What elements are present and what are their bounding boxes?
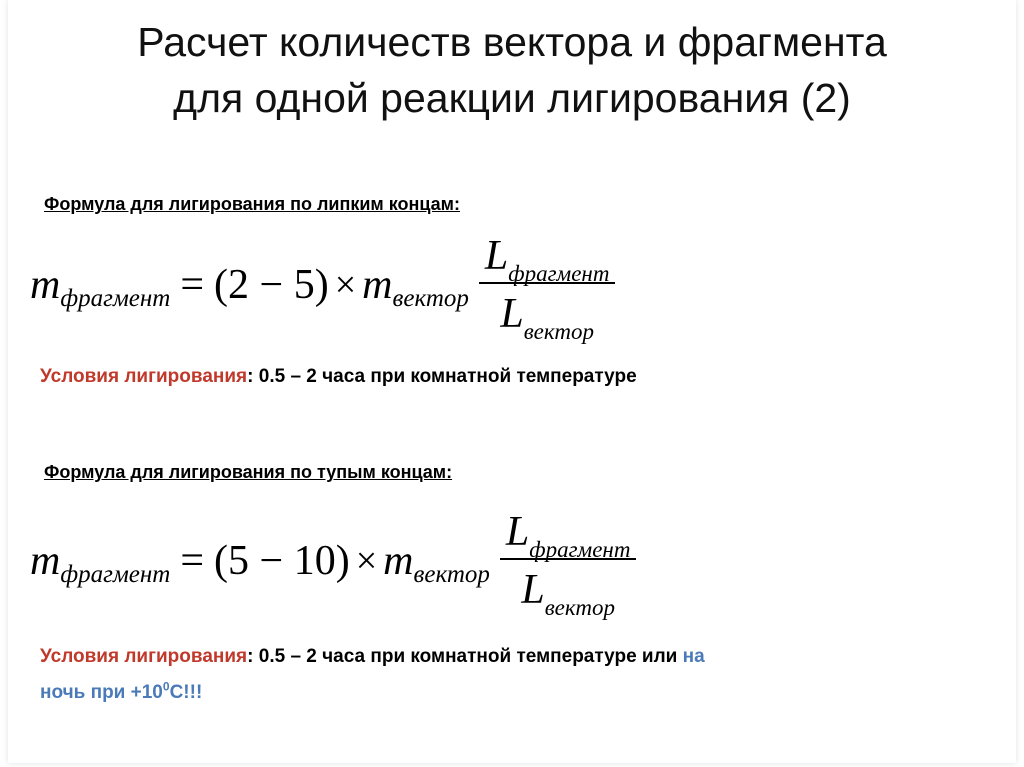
formula-times: × <box>334 264 357 306</box>
slide-title-line1: Расчет количеств вектора и фрагмента <box>137 19 887 65</box>
blunt-ends-conditions <box>40 642 940 708</box>
sticky-ends-heading: Формула для лигирования по липким концам: <box>44 194 460 214</box>
formula-L: L <box>484 233 509 279</box>
formula-times: × <box>355 540 378 582</box>
formula-sub-vector: вектор <box>413 561 490 588</box>
formula-sub-fragment: фрагмент <box>529 537 631 562</box>
formula-m: m <box>30 538 61 584</box>
conditions-highlight: на <box>682 646 705 667</box>
sticky-ends-formula <box>30 232 615 344</box>
formula-sub-vector: вектор <box>544 595 615 620</box>
conditions-text: : 0.5 – 2 часа при комнатной температуре <box>247 366 637 387</box>
formula-m-vector: m <box>383 538 414 584</box>
fraction-denominator <box>515 566 621 620</box>
fraction-numerator <box>500 508 637 562</box>
conditions-highlight-end: С!!! <box>169 682 203 704</box>
formula-sub-vector: вектор <box>392 285 469 312</box>
formula-range: (5 − 10) <box>214 538 350 584</box>
formula-sub-fragment: фрагмент <box>508 261 610 286</box>
fraction-denominator <box>494 290 600 344</box>
formula-m: m <box>30 262 61 308</box>
conditions-label: Условия лигирования <box>40 646 248 667</box>
fraction-numerator <box>479 232 616 286</box>
formula-fraction <box>479 232 616 344</box>
formula-fraction <box>500 508 637 620</box>
slide-title <box>0 14 1024 126</box>
blunt-ends-formula <box>30 508 636 620</box>
formula-equals: = <box>180 262 205 308</box>
formula-sub-fragment: фрагмент <box>60 561 171 588</box>
formula-m-vector: m <box>362 262 393 308</box>
formula-sub-fragment: фрагмент <box>60 285 171 312</box>
formula-range: (2 − 5) <box>214 262 329 308</box>
formula-L: L <box>505 509 530 555</box>
slide-title-line2: для одной реакции лигирования (2) <box>173 75 851 121</box>
conditions-label: Условия лигирования <box>40 366 248 387</box>
conditions-highlight-text: ночь при +10 <box>40 682 163 704</box>
sticky-ends-conditions <box>40 362 637 392</box>
formula-L: L <box>521 567 545 613</box>
conditions-highlight-sup: 0 <box>162 680 170 694</box>
conditions-highlight-night <box>40 682 202 703</box>
formula-L: L <box>500 291 524 337</box>
blunt-ends-heading: Формула для лигирования по тупым концам: <box>44 462 453 482</box>
conditions-text: : 0.5 – 2 часа при комнатной температуре или <box>247 646 683 667</box>
formula-sub-vector: вектор <box>523 319 594 344</box>
formula-equals: = <box>180 538 205 584</box>
